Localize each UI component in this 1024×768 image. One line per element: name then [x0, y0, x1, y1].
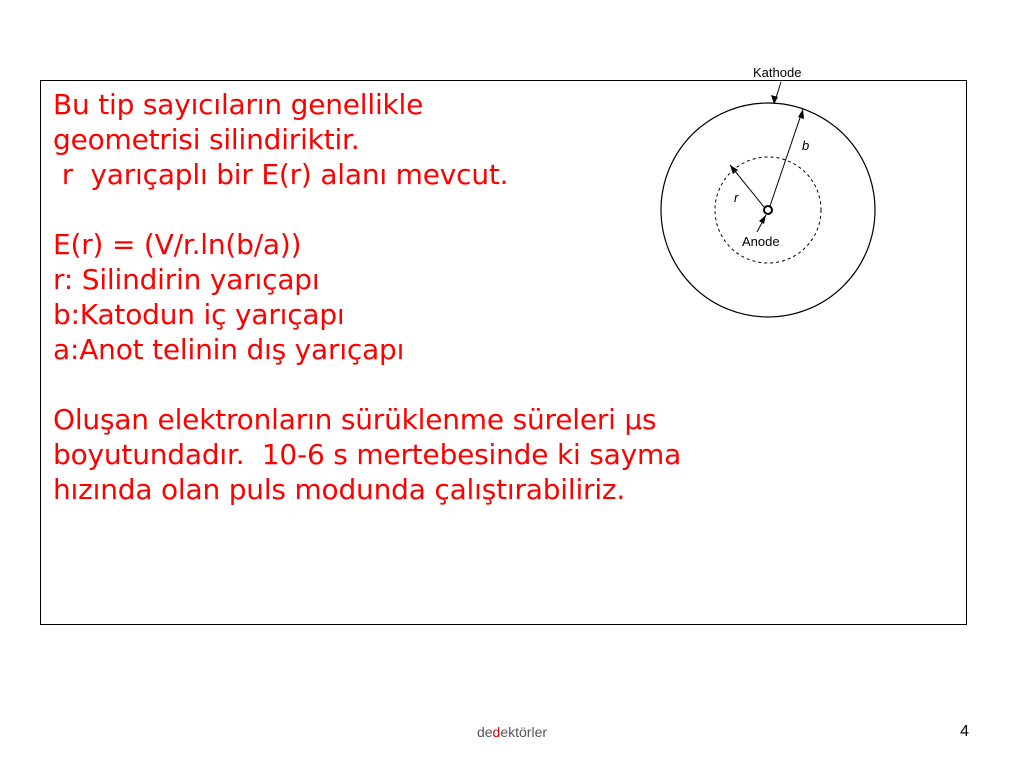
anode-wire — [764, 206, 772, 214]
text-line-drift-3: hızında olan puls modunda çalıştırabiliriz. — [53, 473, 626, 506]
text-line-formula: E(r) = (V/r.ln(b/a)) — [53, 228, 302, 261]
footer-title — [0, 724, 1024, 740]
text-line-r-def: r: Silindirin yarıçapı — [53, 263, 320, 296]
text-line-2: geometrisi silindiriktir. — [53, 123, 360, 156]
text-line-b-def: b:Katodun iç yarıçapı — [53, 298, 345, 331]
b-radius-line — [770, 109, 803, 206]
b-label: b — [802, 138, 810, 153]
kathode-label: Kathode — [753, 65, 802, 80]
page-number: 4 — [960, 723, 969, 740]
text-line-drift-2: boyutundadır. 10-6 s mertebesinde ki sayma — [53, 438, 682, 471]
anode-label: Anode — [742, 234, 780, 249]
footer-title-highlight: d — [492, 724, 501, 740]
cylinder-cross-section-diagram — [658, 62, 888, 320]
text-line-a-def: a:Anot telinin dış yarıçapı — [53, 333, 405, 366]
footer-title-part1: de — [476, 724, 493, 740]
text-line-3: r yarıçaplı bir E(r) alanı mevcut. — [53, 158, 509, 191]
blank-line — [53, 367, 933, 402]
b-arrowhead — [798, 109, 804, 119]
anode-arrowhead — [759, 215, 766, 224]
footer-title-part3: ektörler — [500, 724, 548, 740]
text-line-1: Bu tip sayıcıların genellikle — [53, 88, 424, 121]
text-line-drift-1: Oluşan elektronların sürüklenme süreleri μs — [53, 403, 657, 436]
r-label: r — [734, 190, 739, 205]
